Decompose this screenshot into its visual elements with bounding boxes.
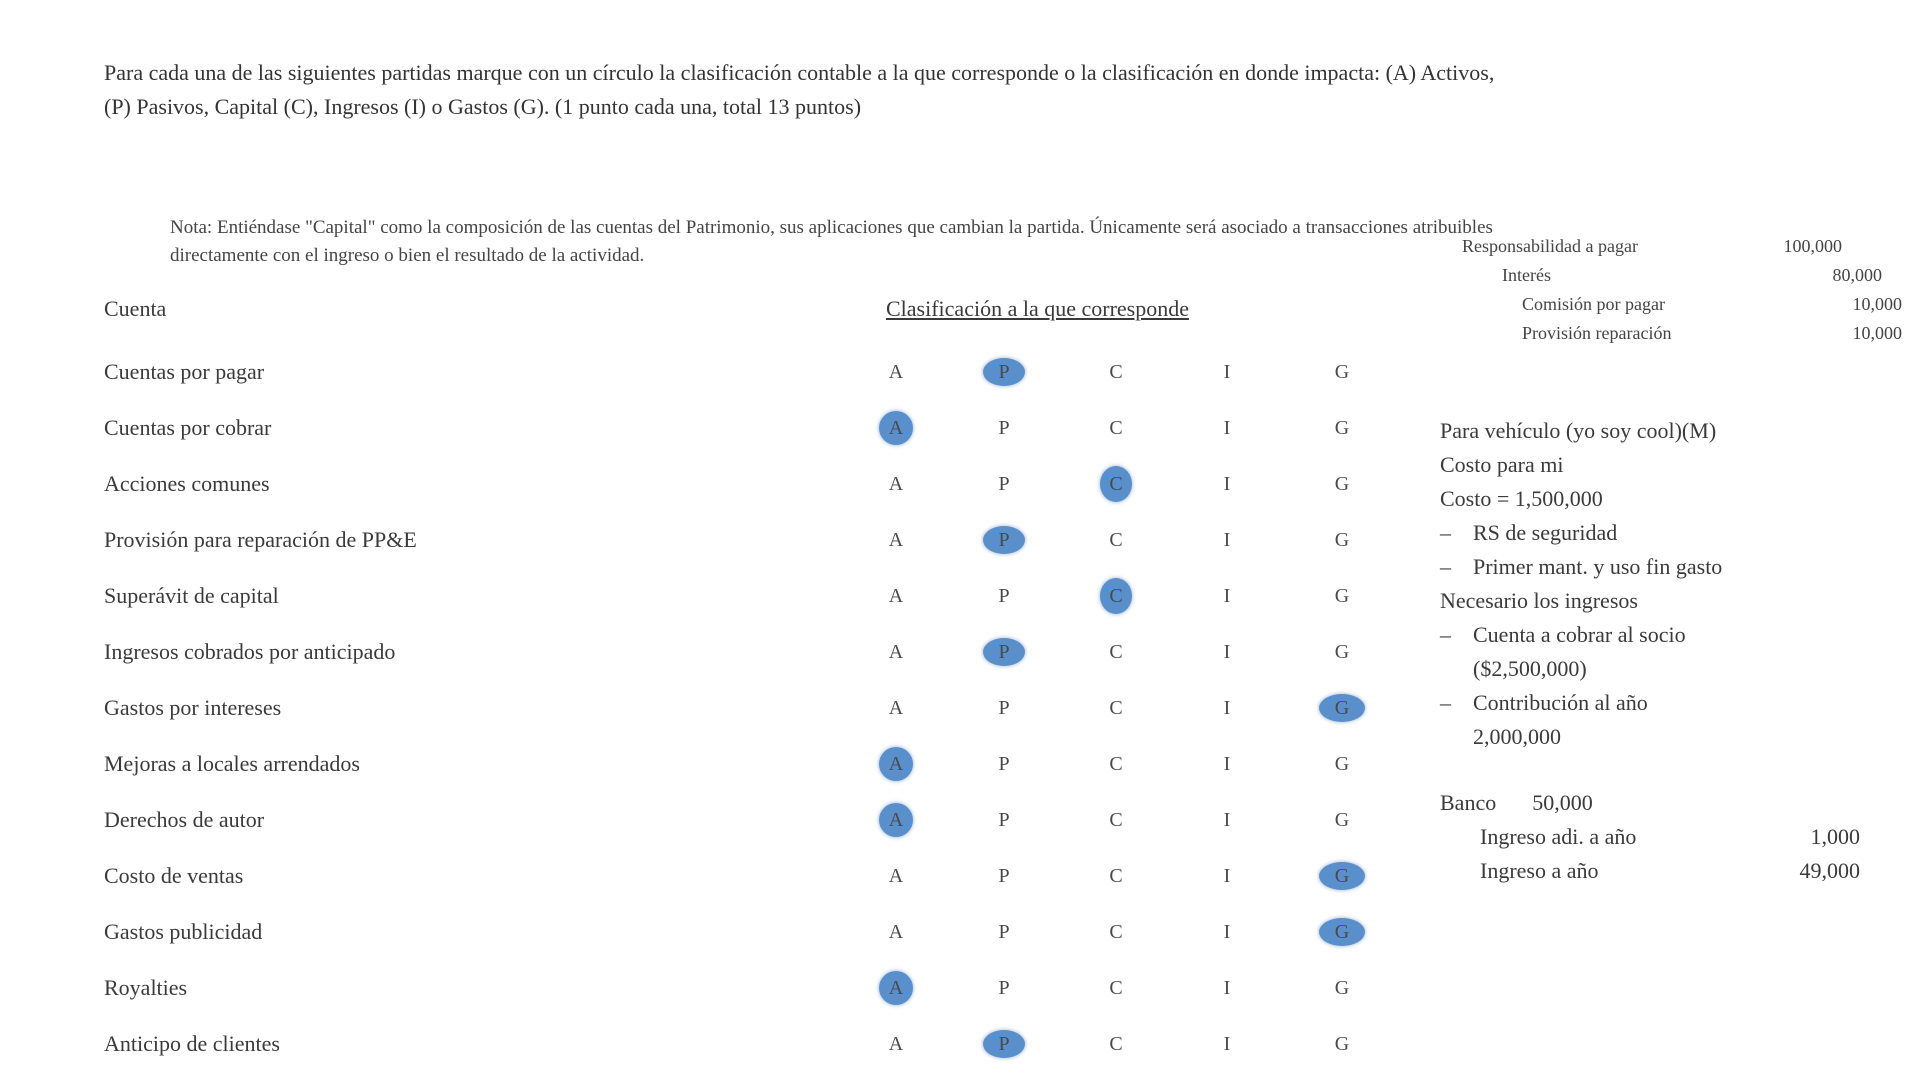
account-name: Anticipo de clientes — [104, 1031, 280, 1056]
option-c[interactable]: C — [1109, 417, 1123, 439]
option-c[interactable]: C — [1109, 697, 1123, 719]
option-a[interactable]: A — [888, 529, 904, 551]
option-g[interactable]: G — [1334, 809, 1350, 831]
side-note-value: 50,000 — [1532, 790, 1593, 815]
option-g[interactable]: G — [1334, 529, 1350, 551]
option-c[interactable]: C — [1109, 865, 1123, 887]
side-note-value: 1,000 — [1810, 824, 1860, 849]
option-g[interactable]: G — [1334, 361, 1350, 383]
side-note-top-block — [1462, 232, 1902, 348]
side-note-value: 100,000 — [1783, 236, 1842, 256]
option-p[interactable]: P — [998, 809, 1010, 831]
side-note-label: Banco — [1440, 790, 1497, 815]
side-note-label: Comisión por pagar — [1522, 294, 1665, 314]
note-paragraph: Nota: Entiéndase "Capital" como la composición de las cuentas del Patrimonio, sus aplicaciones que cambian la partida. Únicamente será asociado a transacciones atribuibles directamente con el ingreso o bien el resultado de la actividad. — [170, 217, 1493, 266]
option-p[interactable]: P — [998, 697, 1010, 719]
option-c[interactable]: C — [1109, 529, 1123, 551]
option-g[interactable]: G — [1334, 473, 1350, 495]
table-row — [0, 690, 1400, 746]
option-i[interactable]: I — [1223, 1033, 1231, 1055]
side-note-middle-block — [1440, 414, 1722, 754]
option-c[interactable]: C — [1109, 921, 1123, 943]
option-c[interactable]: C — [1109, 753, 1123, 775]
side-note-line: Necesario los ingresos — [1440, 588, 1638, 613]
option-p[interactable]: P — [998, 529, 1010, 551]
account-name: Gastos por intereses — [104, 695, 282, 720]
option-g[interactable]: G — [1334, 921, 1350, 943]
option-g[interactable]: G — [1334, 977, 1350, 999]
option-i[interactable]: I — [1223, 361, 1231, 383]
option-a[interactable]: A — [888, 641, 904, 663]
side-note-label: Ingreso adi. a año — [1480, 824, 1637, 849]
option-p[interactable]: P — [998, 865, 1010, 887]
account-name: Costo de ventas — [104, 863, 244, 888]
table-row — [0, 914, 1400, 970]
option-p[interactable]: P — [998, 641, 1010, 663]
option-c[interactable]: C — [1109, 809, 1123, 831]
side-note-line: Costo para mi — [1440, 452, 1564, 477]
option-g[interactable]: G — [1334, 417, 1350, 439]
option-p[interactable]: P — [998, 753, 1010, 775]
table-row — [0, 578, 1400, 634]
option-a[interactable]: A — [888, 1033, 904, 1055]
table-row — [0, 466, 1400, 522]
account-name: Ingresos cobrados por anticipado — [104, 639, 396, 664]
table-row — [0, 522, 1400, 578]
option-p[interactable]: P — [998, 1033, 1010, 1055]
option-a[interactable]: A — [888, 697, 904, 719]
account-name: Royalties — [104, 975, 188, 1000]
option-g[interactable]: G — [1334, 697, 1350, 719]
option-i[interactable]: I — [1223, 753, 1231, 775]
option-i[interactable]: I — [1223, 473, 1231, 495]
side-note-line: Para vehículo (yo soy cool)(M) — [1440, 418, 1717, 443]
side-note-line — [1462, 232, 1842, 261]
account-name: Gastos publicidad — [104, 919, 263, 944]
option-g[interactable]: G — [1334, 865, 1350, 887]
side-note-line: – Primer mant. y uso fin gasto — [1440, 554, 1723, 579]
side-note-line: ($2,500,000) — [1440, 656, 1587, 681]
option-i[interactable]: I — [1223, 585, 1231, 607]
option-a[interactable]: A — [888, 753, 904, 775]
option-p[interactable]: P — [998, 585, 1010, 607]
account-name: Acciones comunes — [104, 471, 270, 496]
side-note-line: 2,000,000 — [1440, 724, 1561, 749]
table-row — [0, 634, 1400, 690]
option-p[interactable]: P — [998, 361, 1010, 383]
side-note-line: – Contribución al año — [1440, 690, 1648, 715]
option-i[interactable]: I — [1223, 809, 1231, 831]
table-row — [0, 802, 1400, 858]
account-name: Cuentas por cobrar — [104, 415, 272, 440]
table-row — [0, 858, 1400, 914]
option-g[interactable]: G — [1334, 585, 1350, 607]
option-i[interactable]: I — [1223, 697, 1231, 719]
side-note-line — [1440, 786, 1860, 820]
side-note-label: Interés — [1502, 265, 1551, 285]
option-a[interactable]: A — [888, 585, 904, 607]
table-row — [0, 354, 1400, 410]
option-a[interactable]: A — [888, 809, 904, 831]
option-c[interactable]: C — [1109, 585, 1123, 607]
side-note-value: 10,000 — [1852, 294, 1902, 314]
side-note-value: 10,000 — [1852, 323, 1902, 343]
option-i[interactable]: I — [1223, 921, 1231, 943]
option-p[interactable]: P — [998, 473, 1010, 495]
side-note-line — [1462, 261, 1882, 290]
option-g[interactable]: G — [1334, 1033, 1350, 1055]
option-c[interactable]: C — [1109, 641, 1123, 663]
option-c[interactable]: C — [1109, 977, 1123, 999]
table-row — [0, 410, 1400, 466]
option-a[interactable]: A — [888, 865, 904, 887]
table-row — [0, 970, 1400, 1026]
account-name: Superávit de capital — [104, 583, 279, 608]
option-a[interactable]: A — [888, 921, 904, 943]
side-note-bottom-block — [1440, 786, 1860, 888]
table-row — [0, 746, 1400, 802]
side-note-line: – RS de seguridad — [1440, 520, 1618, 545]
option-a[interactable]: A — [888, 361, 904, 383]
option-c[interactable]: C — [1109, 473, 1123, 495]
option-i[interactable]: I — [1223, 865, 1231, 887]
side-note-value: 49,000 — [1799, 858, 1860, 883]
classification-column-header: Clasificación a la que corresponde — [886, 296, 1189, 321]
account-column-header: Cuenta — [104, 296, 167, 321]
side-note-line — [1462, 319, 1902, 348]
side-note-label: Ingreso a año — [1480, 858, 1599, 883]
option-g[interactable]: G — [1334, 753, 1350, 775]
option-a[interactable]: A — [888, 473, 904, 495]
account-name: Provisión para reparación de PP&E — [104, 527, 417, 552]
option-i[interactable]: I — [1223, 417, 1231, 439]
account-name: Derechos de autor — [104, 807, 265, 832]
side-note-label: Provisión reparación — [1522, 323, 1672, 343]
side-note-value: 80,000 — [1832, 265, 1882, 285]
option-p[interactable]: P — [998, 977, 1010, 999]
option-p[interactable]: P — [998, 921, 1010, 943]
option-i[interactable]: I — [1223, 977, 1231, 999]
instructions-paragraph: Para cada una de las siguientes partidas marque con un círculo la clasificación contable a la que corresponde o la clasificación en donde impacta: (A) Activos, (P) Pasivos, Capital (C), Ingresos (I) o Gastos (G). (1 punto cada una, total 13 puntos) — [104, 60, 1495, 119]
option-g[interactable]: G — [1334, 641, 1350, 663]
side-note-line — [1440, 820, 1860, 854]
option-a[interactable]: A — [888, 417, 904, 439]
side-note-line: – Cuenta a cobrar al socio — [1440, 622, 1686, 647]
table-row — [0, 1026, 1400, 1082]
account-name: Cuentas por pagar — [104, 359, 265, 384]
option-c[interactable]: C — [1109, 361, 1123, 383]
option-c[interactable]: C — [1109, 1033, 1123, 1055]
side-note-line — [1462, 290, 1902, 319]
side-note-line — [1440, 854, 1860, 888]
account-name: Mejoras a locales arrendados — [104, 751, 360, 776]
option-i[interactable]: I — [1223, 529, 1231, 551]
option-i[interactable]: I — [1223, 641, 1231, 663]
option-a[interactable]: A — [888, 977, 904, 999]
option-p[interactable]: P — [998, 417, 1010, 439]
side-note-line: Costo = 1,500,000 — [1440, 486, 1603, 511]
side-note-label: Responsabilidad a pagar — [1462, 236, 1638, 256]
